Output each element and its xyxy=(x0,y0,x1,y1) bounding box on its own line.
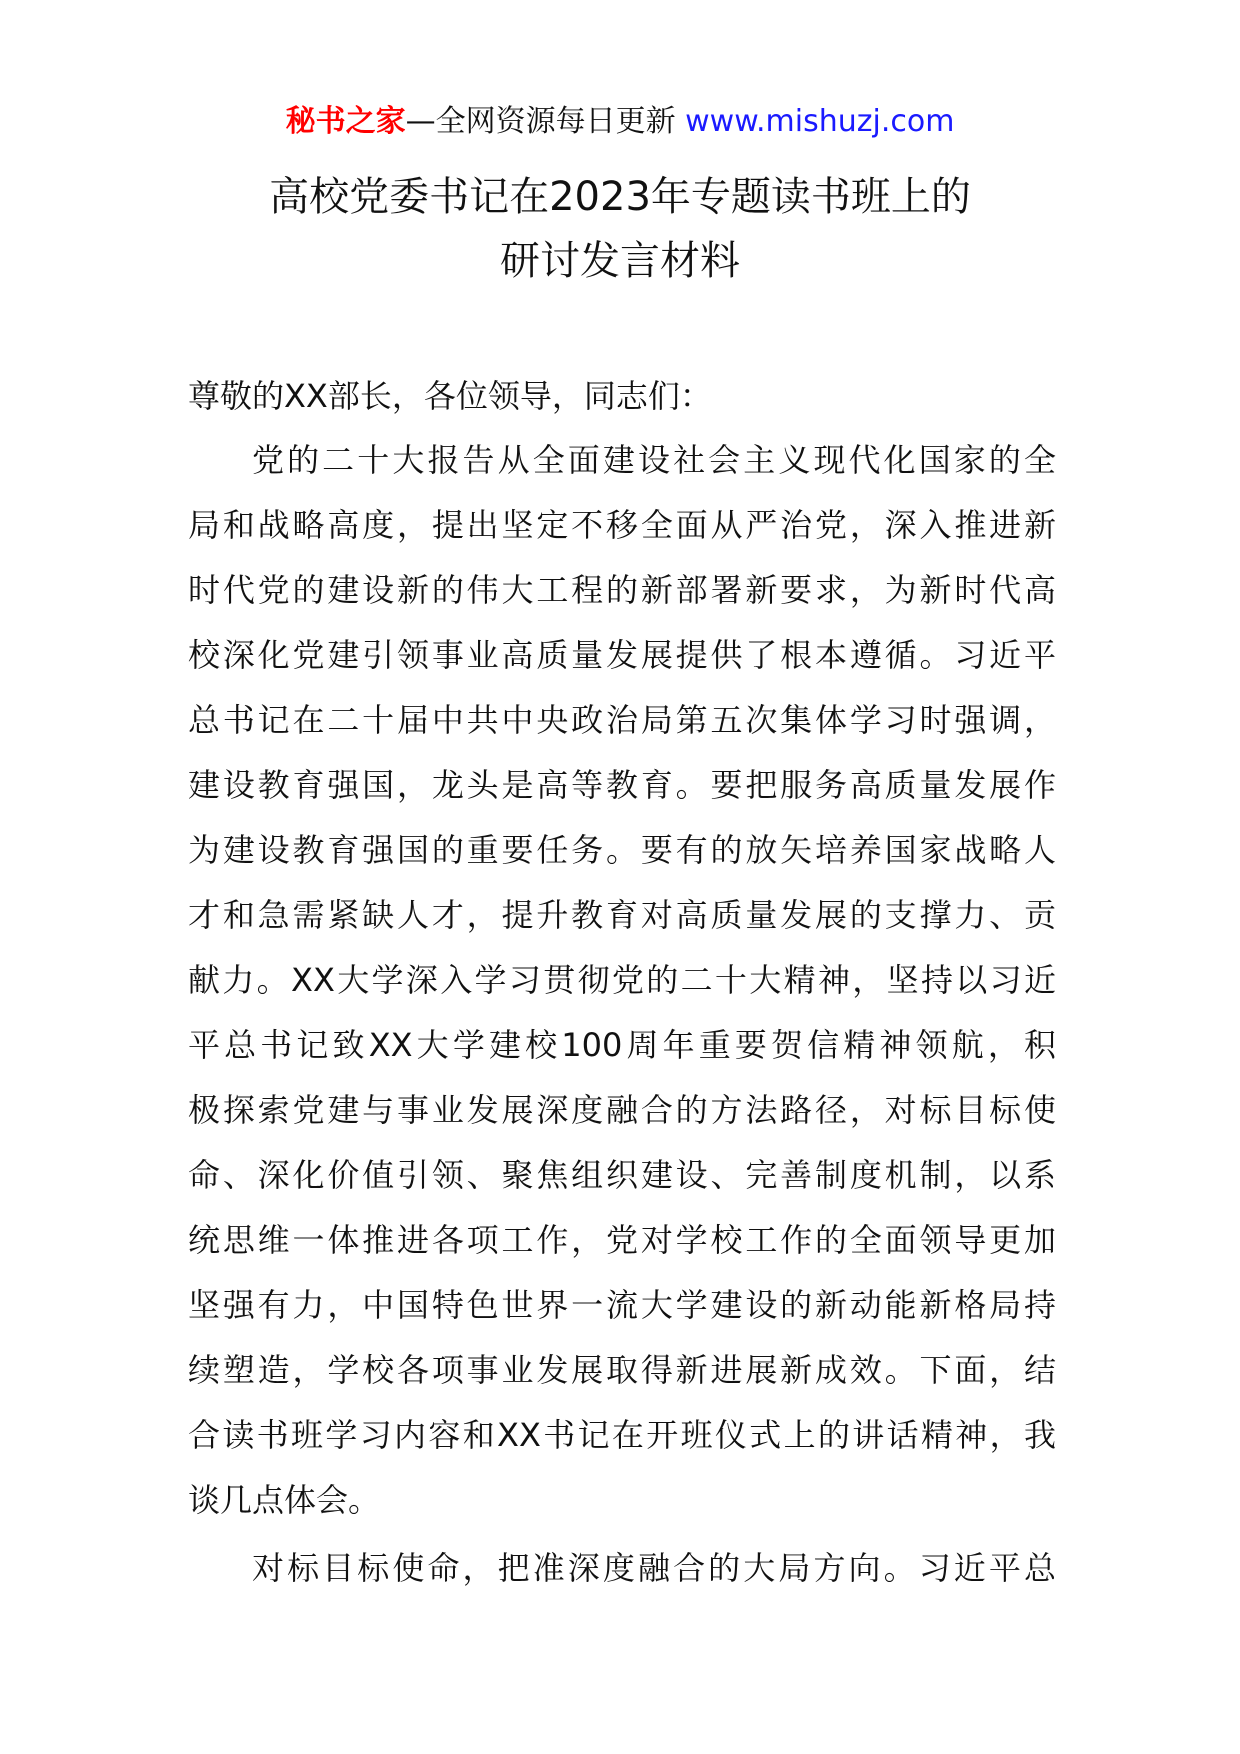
watermark-header xyxy=(0,100,1240,144)
title-line-2: 研讨发言材料 xyxy=(500,238,740,284)
paragraph-line: 谈几点体会。 xyxy=(188,1481,381,1519)
paragraph-2 xyxy=(188,1536,1056,1601)
paragraph-1 xyxy=(188,428,1056,1533)
paragraph-line: 为建设教育强国的重要任务。要有的放矢培养国家战略人 xyxy=(188,831,1056,869)
paragraph-line: 续塑造，学校各项事业发展取得新进展新成效。下面，结 xyxy=(188,1351,1056,1389)
paragraph-line: 统思维一体推进各项工作，党对学校工作的全面领导更加 xyxy=(188,1221,1056,1259)
title-line-1: 高校党委书记在2023年专题读书班上的 xyxy=(269,174,971,220)
paragraph-line: 局和战略高度，提出坚定不移全面从严治党，深入推进新 xyxy=(188,506,1056,544)
salutation: 尊敬的XX部长，各位领导，同志们： xyxy=(188,377,712,415)
paragraph-line: 校深化党建引领事业高质量发展提供了根本遵循。习近平 xyxy=(188,636,1056,674)
paragraph-line: 命、深化价值引领、聚焦组织建设、完善制度机制，以系 xyxy=(188,1156,1056,1194)
paragraph-line: 对标目标使命，把准深度融合的大局方向。习近平总 xyxy=(252,1549,1056,1587)
paragraph-line: 极探索党建与事业发展深度融合的方法路径，对标目标使 xyxy=(188,1091,1056,1129)
paragraph-line: 建设教育强国，龙头是高等教育。要把服务高质量发展作 xyxy=(188,766,1056,804)
paragraph-line: 平总书记致XX大学建校100周年重要贺信精神领航，积 xyxy=(188,1026,1056,1064)
document-title xyxy=(0,165,1240,293)
brand-name: 秘书之家 xyxy=(285,104,406,139)
paragraph-line: 时代党的建设新的伟大工程的新部署新要求，为新时代高 xyxy=(188,571,1056,609)
document-body xyxy=(188,364,1056,1601)
paragraph-line: 坚强有力，中国特色世界一流大学建设的新动能新格局持 xyxy=(188,1286,1056,1324)
paragraph-line: 总书记在二十届中共中央政治局第五次集体学习时强调， xyxy=(188,701,1056,739)
paragraph-line: 合读书班学习内容和XX书记在开班仪式上的讲话精神，我 xyxy=(188,1416,1056,1454)
paragraph-line: 献力。XX大学深入学习贯彻党的二十大精神，坚持以习近 xyxy=(188,961,1056,999)
header-tagline: —全网资源每日更新 xyxy=(405,104,676,139)
paragraph-line: 才和急需紧缺人才，提升教育对高质量发展的支撑力、贡 xyxy=(188,896,1056,934)
paragraph-line: 党的二十大报告从全面建设社会主义现代化国家的全 xyxy=(252,441,1056,479)
site-url-link[interactable]: www.mishuzj.com xyxy=(685,104,955,139)
